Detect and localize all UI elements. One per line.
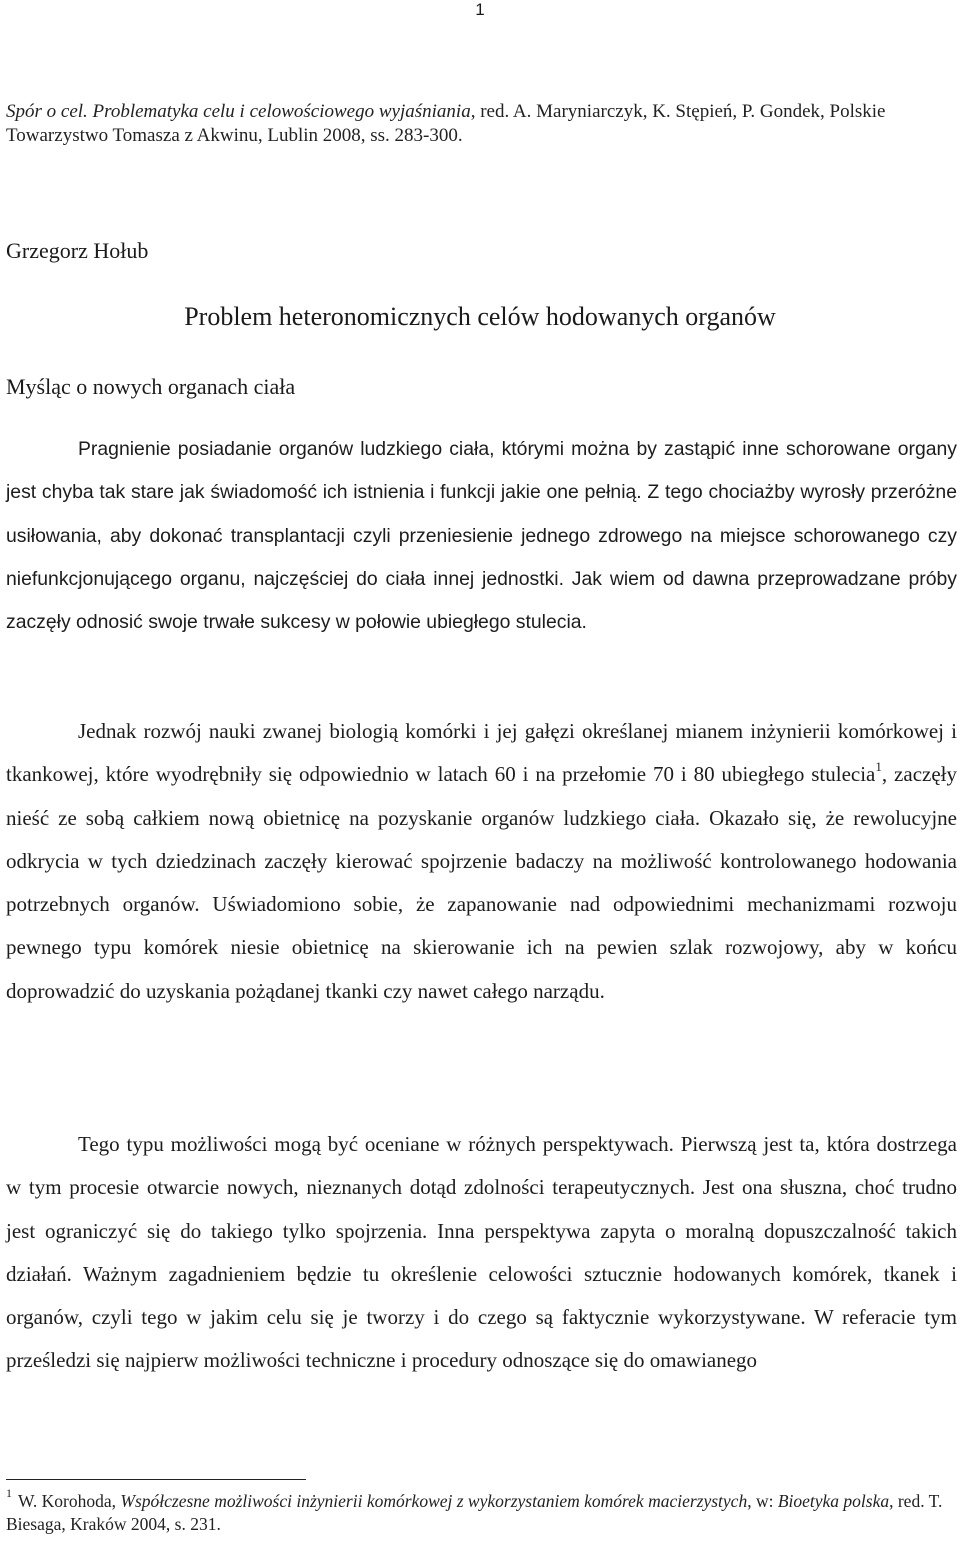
footnote-number: 1 [6,1486,12,1501]
citation-book-title: Spór o cel. Problematyka celu i celowościowego wyjaśniania [6,101,471,122]
footnote-author: W. Korohoda, [18,1491,121,1511]
paragraph-text [6,710,957,1013]
article-title: Problem heteronomicznych celów hodowanych organów [184,302,776,331]
footnote-separator [6,1479,306,1480]
citation [6,100,951,148]
body-paragraph-3 [6,1123,957,1383]
footnote [6,1486,951,1536]
footnote-details: , red. T. Biesaga, Kraków 2004, s. 231. [6,1491,943,1534]
author-name: Grzegorz Hołub [6,238,149,263]
footnote-separator-text: , w: [747,1491,778,1511]
paragraph-text: Tego typu możliwości mogą być oceniane w różnych perspektywach. Pierwszą jest ta, która dostrzega w tym procesie otwarcie nowych, nieznanych dotąd zdolności terapeutycznych. Jest ona słuszna, choć trudno jest ograniczyć się do takiego tylko spojrzenia. Inna perspektywa zapyta o moralną dopuszczalność takich działań. Ważnym zagadnieniem będzie tu określenie celowości sztucznie hodowanych komórek, tkanek i organów, czyli tego w jakim celu się je tworzy i do czego są faktycznie wykorzystywane. W referacie tym prześledzi się najpierw możliwości techniczne i procedury odnoszące się do omawianego [6,1132,957,1373]
body-paragraph-2 [6,710,957,1013]
paragraph-text-after-ref: , zaczęły nieść ze sobą całkiem nową obietnicę na pozyskanie organów ludzkiego ciała. Okazało się, że rewolucyjne odkrycia w tych dziedzinach zaczęły kierować spojrzenie badaczy na możliwość kontrolowanego hodowania potrzebnych organów. Uświadomiono sobie, że zapanowanie nad odpowiednimi mechanizmami rozwoju pewnego typu komórek niesie obietnicę na skierowanie ich na pewien szlak rozwojowy, aby w końcu doprowadzić do uzyskania pożądanej tkanki czy nawet całego narządu. [6,762,957,1003]
paragraph-text: Pragnienie posiadanie organów ludzkiego ciała, którymi można by zastąpić inne schorowane organy jest chyba tak stare jak świadomość ich istnienia i funkcji jakie one pełnią. Z tego chociażby wyrosły przeróżne usiłowania, aby dokonać transplantacji czyli przeniesienie jednego zdrowego na miejsce schorowanego czy niefunkcjonującego organu, najczęściej do ciała innej jednostki. Jak wiem od dawna przeprowadzane próby zaczęły odnosić swoje trwałe sukcesy w połowie ubiegłego stulecia. [6,438,957,634]
citation-publication-details: , red. A. Maryniarczyk, K. Stępień, P. Gondek, Polskie Towarzystwo Tomasza z Akwinu, Lublin 2008, ss. 283-300. [6,101,886,146]
section-heading: Myśląc o nowych organach ciała [6,374,296,399]
paragraph-text-before-ref: Jednak rozwój nauki zwanej biologią komórki i jej gałęzi określanej mianem inżynierii komórkowej i tkankowej, które wyodrębniły się odpowiednio w latach 60 i na przełomie 70 i 80 ubiegłego stulecia [6,719,957,787]
footnote-work-title: Współczesne możliwości inżynierii komórkowej z wykorzystaniem komórek macierzystych [120,1491,748,1511]
page-number: 1 [475,0,485,19]
footnote-reference[interactable]: 1 [875,759,882,775]
footnote-journal: Bioetyka polska [777,1491,890,1511]
body-paragraph-1 [6,428,957,644]
